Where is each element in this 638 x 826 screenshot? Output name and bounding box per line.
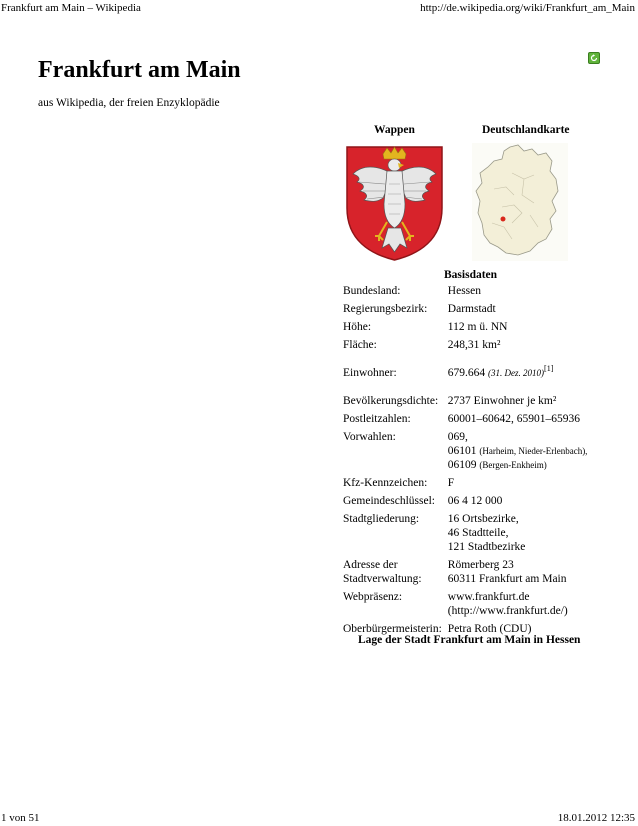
gliederung-line[interactable]: 121 Stadtbezirke [447, 541, 526, 553]
page-counter: 1 von 51 [1, 812, 40, 824]
page-subtitle: aus Wikipedia, der freien Enzyklopädie [38, 97, 220, 109]
infobox-value: 2737 Einwohner je km² [447, 395, 557, 407]
website-link[interactable]: www.frankfurt.de [447, 591, 530, 603]
table-row [340, 392, 590, 410]
infobox-value [445, 588, 591, 620]
deutschlandkarte-heading[interactable]: Deutschlandkarte [482, 124, 570, 136]
adresse-line[interactable]: Römerberg 23 [447, 559, 514, 571]
infobox-value [445, 556, 591, 588]
vorwahl-line: 069, [447, 431, 468, 443]
vorwahl-line [448, 444, 588, 458]
table-row [340, 300, 590, 318]
coat-of-arms-image[interactable] [343, 144, 446, 262]
infobox-key[interactable]: Bundesland: [343, 285, 401, 297]
table-row [340, 410, 590, 428]
table-row [340, 556, 590, 588]
wappen-heading[interactable]: Wappen [374, 124, 415, 136]
infobox-key[interactable]: Postleitzahlen: [343, 413, 411, 425]
print-header-url[interactable]: http://de.wikipedia.org/wiki/Frankfurt_am_Main [420, 2, 635, 14]
infobox-value [445, 364, 591, 392]
infobox-value [445, 428, 591, 474]
infobox-value [445, 510, 591, 556]
gliederung-line[interactable]: 46 Stadtteile, [447, 527, 509, 539]
infobox-key[interactable]: Bevölkerungsdichte: [343, 395, 439, 407]
print-timestamp: 18.01.2012 12:35 [557, 812, 635, 824]
table-row [340, 364, 590, 392]
refresh-button[interactable] [588, 52, 600, 64]
infobox-key[interactable]: Höhe: [343, 321, 372, 333]
reference-link[interactable]: [1] [544, 364, 554, 374]
table-row [340, 474, 590, 492]
vorwahl-code: 06101 [447, 445, 477, 457]
infobox-key[interactable]: Oberbürgermeisterin: [343, 623, 442, 635]
print-footer [0, 810, 638, 826]
infobox-value: 06 4 12 000 [447, 495, 503, 507]
table-row [340, 510, 590, 556]
infobox-table [340, 282, 590, 638]
infobox-key[interactable]: Gemeindeschlüssel: [343, 495, 435, 507]
infobox-key[interactable]: Regierungsbezirk: [343, 303, 428, 315]
infobox-value[interactable]: Darmstadt [447, 303, 496, 315]
page-title: Frankfurt am Main [38, 57, 241, 83]
adresse-key-line: Stadtverwaltung: [343, 573, 422, 585]
vorwahl-line [448, 458, 588, 472]
infobox-key: Stadtgliederung: [343, 513, 420, 525]
einwohner-value: 679.664 [447, 367, 486, 379]
table-row [340, 282, 590, 300]
table-row [340, 318, 590, 336]
infobox-key[interactable]: Kfz-Kennzeichen: [343, 477, 428, 489]
infobox-key: Einwohner: [343, 367, 397, 379]
infobox-value[interactable]: Hessen [447, 285, 482, 297]
table-row [340, 492, 590, 510]
infobox-basisdaten [340, 269, 630, 638]
vorwahl-note[interactable]: (Bergen-Enkheim) [479, 460, 547, 470]
adresse-key-line: Adresse der [343, 559, 398, 571]
infobox-caption: Basisdaten [444, 269, 498, 281]
infobox-value: 248,31 km² [447, 339, 501, 351]
print-header-title: Frankfurt am Main – Wikipedia [1, 2, 141, 14]
infobox-value[interactable]: Petra Roth (CDU) [447, 623, 532, 635]
frankfurt-location-marker [501, 217, 506, 222]
infobox-value: F [447, 477, 455, 489]
vorwahl-note[interactable]: (Harheim, Nieder-Erlenbach), [479, 446, 588, 456]
table-row [340, 428, 590, 474]
germany-map-image[interactable] [472, 143, 568, 261]
einwohner-date: (31. Dez. 2010) [488, 368, 545, 378]
table-row [340, 336, 590, 364]
print-header [0, 0, 638, 16]
infobox-key[interactable]: Vorwahlen: [343, 431, 396, 443]
vorwahl-code: 06109 [447, 459, 477, 471]
infobox-value: 112 m ü. NN [447, 321, 508, 333]
infobox-value: 60001–60642, 65901–65936 [447, 413, 581, 425]
website-url: (http://www.frankfurt.de/) [447, 605, 568, 617]
infobox-key[interactable]: Webpräsenz: [343, 591, 403, 603]
adresse-line: 60311 Frankfurt am Main [447, 573, 567, 585]
infobox-key [340, 556, 445, 588]
refresh-icon [590, 54, 598, 62]
lage-caption: Lage der Stadt Frankfurt am Main in Hessen [358, 634, 581, 646]
infobox-key: Fläche: [343, 339, 377, 351]
gliederung-line[interactable]: 16 Ortsbezirke, [447, 513, 519, 525]
table-row [340, 588, 590, 620]
